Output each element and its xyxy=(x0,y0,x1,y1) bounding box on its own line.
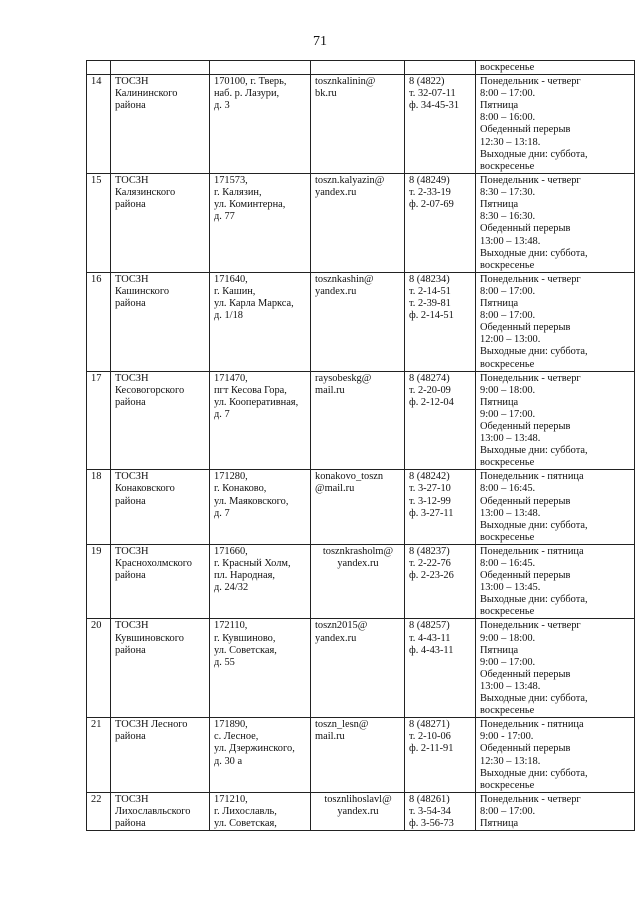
schedule-line: Понедельник - четверг xyxy=(480,76,581,88)
organization-line: Калининского xyxy=(115,88,178,100)
num-cell xyxy=(87,61,111,75)
row-number-cell xyxy=(87,718,111,793)
phone-line: т. 2-39-81 xyxy=(409,298,451,310)
schedule-line: воскресенье xyxy=(480,457,535,469)
email-line: yandex.ru xyxy=(337,558,379,569)
email-cell xyxy=(311,792,405,830)
email-cell xyxy=(311,470,405,545)
email-line: raysobeskg@ xyxy=(315,372,372,384)
phone-line: ф. 2-14-51 xyxy=(409,310,454,322)
email-line: tosznlihoslavl@ xyxy=(324,793,392,805)
phone-line: 8 (48257) xyxy=(409,620,450,632)
organization-cell xyxy=(111,544,210,619)
address-line: д. 30 а xyxy=(214,755,243,767)
schedule-line: 8:00 – 16:45. xyxy=(480,483,536,495)
schedule-line: воскресенье xyxy=(480,358,535,370)
phone-line: ф. 2-23-26 xyxy=(409,570,454,582)
phone-line: ф. 34-45-31 xyxy=(409,100,460,112)
phone-line: т. 2-22-76 xyxy=(409,558,451,569)
email-cell xyxy=(311,174,405,273)
address-line: ул. Карла Маркса, xyxy=(214,298,294,310)
schedule-line: Выходные дни: суббота, xyxy=(480,247,588,259)
schedule-line: Обеденный перерыв xyxy=(480,420,571,432)
address-line: ул. Советская, xyxy=(214,817,277,829)
address-line: г. Лихославль, xyxy=(214,805,277,817)
table-row xyxy=(87,75,635,174)
schedule-line: 12:00 – 13:00. xyxy=(480,334,541,346)
organization-line: ТОСЗН xyxy=(115,175,149,187)
phone-cell xyxy=(405,792,476,830)
schedule-line: 8:30 – 17:30. xyxy=(480,187,536,199)
address-line: ул. Советская, xyxy=(214,644,277,656)
address-line: 171660, xyxy=(214,545,248,557)
email-cell xyxy=(311,75,405,174)
email-line: toszn2015@ xyxy=(315,620,368,632)
phone-line: 8 (48261) xyxy=(409,793,450,805)
email-cell xyxy=(311,619,405,718)
schedule-cell xyxy=(476,718,635,793)
schedule-line: 8:00 – 17:00. xyxy=(480,88,536,100)
phone-cell xyxy=(405,272,476,371)
schedule-line: Выходные дни: суббота, xyxy=(480,148,588,160)
schedule-line: Пятница xyxy=(480,100,519,112)
organization-line: района xyxy=(115,298,146,310)
phone-line: т. 2-20-09 xyxy=(409,384,451,396)
address-line: ул. Коминтерна, xyxy=(214,199,286,211)
organization-cell xyxy=(111,718,210,793)
phone-cell xyxy=(405,174,476,273)
address-line: д. 24/32 xyxy=(214,582,249,594)
email-cell xyxy=(311,272,405,371)
organization-line: Калязинского xyxy=(115,187,176,199)
row-number: 15 xyxy=(91,175,102,187)
address-line: ул. Кооперативная, xyxy=(214,396,299,408)
phone-cell xyxy=(405,544,476,619)
row-number: 18 xyxy=(91,471,102,483)
address-cell xyxy=(210,470,311,545)
address-line: д. 1/18 xyxy=(214,310,243,322)
address-line: д. 7 xyxy=(214,408,230,420)
table-row xyxy=(87,619,635,718)
address-line: 171890, xyxy=(214,719,248,731)
schedule-cell xyxy=(476,792,635,830)
email-line: mail.ru xyxy=(315,384,345,396)
schedule-line: Понедельник - четверг xyxy=(480,620,581,632)
table-row xyxy=(87,544,635,619)
schedule-line: 8:00 – 17:00. xyxy=(480,805,536,817)
address-cell xyxy=(210,371,311,470)
email-line: tosznkrasholm@ xyxy=(322,545,394,557)
phone-line: т. 2-14-51 xyxy=(409,285,451,297)
address-line: г. Кашин, xyxy=(214,285,256,297)
address-line: 171280, xyxy=(214,471,248,483)
phone-line: т. 3-27-10 xyxy=(409,483,451,495)
schedule-line: 9:00 – 18:00. xyxy=(480,632,536,644)
phone-line: т. 32-07-11 xyxy=(409,88,456,100)
page-number: 71 xyxy=(313,34,327,49)
table-row xyxy=(87,792,635,830)
email-cell xyxy=(311,371,405,470)
schedule-line: Обеденный перерыв xyxy=(480,223,571,235)
organization-line: района xyxy=(115,644,146,656)
phone-line: 8 (48274) xyxy=(409,372,450,384)
schedule-line: Пятница xyxy=(480,396,519,408)
phone-cell xyxy=(405,61,476,75)
address-line: г. Калязин, xyxy=(214,187,262,199)
row-number-cell xyxy=(87,619,111,718)
email-line: tosznkalinin@ xyxy=(315,76,376,88)
address-line: пл. Народная, xyxy=(214,570,275,582)
organization-line: Конаковского xyxy=(115,483,175,495)
address-line: д. 7 xyxy=(214,507,230,519)
schedule-line: 8:30 – 16:30. xyxy=(480,211,536,223)
schedule-line: Понедельник - пятница xyxy=(480,545,584,557)
organization-line: ТОСЗН xyxy=(115,76,149,88)
schedule-cell xyxy=(476,272,635,371)
schedule-line: Пятница xyxy=(480,199,519,211)
schedule-line: воскресенье xyxy=(480,705,535,717)
address-cell xyxy=(210,792,311,830)
schedule-line: воскресенье xyxy=(480,606,535,618)
address-line: 171573, xyxy=(214,175,248,187)
address-line: д. 3 xyxy=(214,100,230,112)
email-cell xyxy=(311,718,405,793)
schedule-line: воскресенье xyxy=(480,779,535,791)
schedule-line: Понедельник - пятница xyxy=(480,719,584,731)
email-cell xyxy=(311,61,405,75)
row-number: 16 xyxy=(91,273,102,285)
organization-cell xyxy=(111,792,210,830)
email-cell xyxy=(311,544,405,619)
organization-line: Кашинского xyxy=(115,285,170,297)
phone-line: т. 3-12-99 xyxy=(409,495,451,507)
schedule-line: Обеденный перерыв xyxy=(480,570,571,582)
row-number: 21 xyxy=(91,719,102,731)
address-line: д. 77 xyxy=(214,211,235,223)
schedule-cell xyxy=(476,470,635,545)
phone-line: 8 (48242) xyxy=(409,471,450,483)
organization-line: ТОСЗН Лесного xyxy=(115,719,188,731)
address-line: 171470, xyxy=(214,372,248,384)
schedule-line: 13:00 – 13:48. xyxy=(480,433,541,445)
schedule-line: Выходные дни: суббота, xyxy=(480,693,588,705)
row-number: 20 xyxy=(91,620,102,632)
schedule-line: Понедельник - четверг xyxy=(480,793,581,805)
organization-cell xyxy=(111,272,210,371)
schedule-line: 8:00 – 16:45. xyxy=(480,558,536,569)
phone-line: ф. 2-11-91 xyxy=(409,743,454,755)
schedule-line: воскресенье xyxy=(480,62,535,73)
org-cell xyxy=(111,61,210,75)
email-line: bk.ru xyxy=(315,88,337,100)
schedule-line: Понедельник - пятница xyxy=(480,471,584,483)
organization-line: ТОСЗН xyxy=(115,793,149,805)
schedule-line: 9:00 - 17:00. xyxy=(480,731,534,743)
organization-line: Кесовогорского xyxy=(115,384,185,396)
organization-cell xyxy=(111,371,210,470)
organization-line: ТОСЗН xyxy=(115,273,149,285)
row-number-cell xyxy=(87,272,111,371)
phone-cell xyxy=(405,75,476,174)
organization-line: Лихославльского xyxy=(115,805,191,817)
email-line: yandex.ru xyxy=(315,285,357,297)
address-line: г. Конаково, xyxy=(214,483,267,495)
schedule-line: 9:00 – 17:00. xyxy=(480,656,536,668)
row-number: 22 xyxy=(91,793,102,805)
schedule-cell xyxy=(476,75,635,174)
row-number: 17 xyxy=(91,372,102,384)
address-cell xyxy=(210,61,311,75)
schedule-line: Обеденный перерыв xyxy=(480,124,571,136)
address-cell xyxy=(210,75,311,174)
continuation-row xyxy=(87,61,635,75)
table-row xyxy=(87,272,635,371)
address-cell xyxy=(210,718,311,793)
organization-line: района xyxy=(115,495,146,507)
email-line: yandex.ru xyxy=(315,187,357,199)
row-number-cell xyxy=(87,792,111,830)
schedule-line: 8:00 – 17:00. xyxy=(480,285,536,297)
schedule-line: Обеденный перерыв xyxy=(480,743,571,755)
schedule-line: воскресенье xyxy=(480,259,535,271)
phone-line: 8 (48237) xyxy=(409,545,450,557)
schedule-line: 12:30 – 13:18. xyxy=(480,755,541,767)
organization-line: ТОСЗН xyxy=(115,372,149,384)
organization-line: района xyxy=(115,817,146,829)
schedule-line: 13:00 – 13:48. xyxy=(480,507,541,519)
organization-cell xyxy=(111,470,210,545)
organization-line: ТОСЗН xyxy=(115,545,149,557)
organization-line: ТОСЗН xyxy=(115,620,149,632)
row-number-cell xyxy=(87,470,111,545)
phone-line: 8 (4822) xyxy=(409,76,445,88)
schedule-line: 9:00 – 18:00. xyxy=(480,384,536,396)
schedule-line: Выходные дни: суббота, xyxy=(480,346,588,358)
address-line: пгт Кесова Гора, xyxy=(214,384,287,396)
schedule-line: 8:00 – 17:00. xyxy=(480,310,536,322)
schedule-cell xyxy=(476,371,635,470)
phone-line: ф. 3-56-73 xyxy=(409,817,454,829)
phone-cell xyxy=(405,470,476,545)
phone-line: т. 4-43-11 xyxy=(409,632,451,644)
address-line: наб. р. Лазури, xyxy=(214,88,280,100)
address-line: с. Лесное, xyxy=(214,731,259,743)
schedule-line: 12:30 – 13:18. xyxy=(480,136,541,148)
email-line: toszn.kalyazin@ xyxy=(315,175,385,187)
organization-line: района xyxy=(115,100,146,112)
address-line: 170100, г. Тверь, xyxy=(214,76,287,88)
row-number-cell xyxy=(87,75,111,174)
address-line: г. Кувшиново, xyxy=(214,632,276,644)
organization-cell xyxy=(111,75,210,174)
phone-cell xyxy=(405,619,476,718)
phone-line: т. 3-54-34 xyxy=(409,805,451,817)
address-line: г. Красный Холм, xyxy=(214,558,291,569)
schedule-line: Понедельник - четверг xyxy=(480,175,581,187)
phone-line: 8 (48249) xyxy=(409,175,450,187)
row-number: 19 xyxy=(91,545,102,557)
phone-cell xyxy=(405,371,476,470)
schedule-cell xyxy=(476,544,635,619)
email-line: mail.ru xyxy=(315,731,345,743)
schedule-line: Обеденный перерыв xyxy=(480,668,571,680)
schedule-line: Пятница xyxy=(480,298,519,310)
schedule-cell xyxy=(476,61,635,75)
phone-line: 8 (48234) xyxy=(409,273,450,285)
organization-line: Кувшиновского xyxy=(115,632,184,644)
organization-line: ТОСЗН xyxy=(115,471,149,483)
phone-line: 8 (48271) xyxy=(409,719,450,731)
organization-line: района xyxy=(115,396,146,408)
schedule-line: Понедельник - четверг xyxy=(480,273,581,285)
schedule-line: 13:00 – 13:48. xyxy=(480,235,541,247)
table-row xyxy=(87,371,635,470)
address-line: ул. Дзержинского, xyxy=(214,743,295,755)
schedule-cell xyxy=(476,174,635,273)
schedule-line: Обеденный перерыв xyxy=(480,322,571,334)
email-line: konakovo_toszn xyxy=(315,471,384,483)
schedule-line: Выходные дни: суббота, xyxy=(480,445,588,457)
row-number-cell xyxy=(87,174,111,273)
phone-cell xyxy=(405,718,476,793)
email-line: yandex.ru xyxy=(315,632,357,644)
address-line: ул. Маяковского, xyxy=(214,495,289,507)
phone-line: ф. 3-27-11 xyxy=(409,507,454,519)
address-line: д. 55 xyxy=(214,656,235,668)
address-cell xyxy=(210,544,311,619)
schedule-line: Выходные дни: суббота, xyxy=(480,767,588,779)
table-row xyxy=(87,174,635,273)
organization-line: района xyxy=(115,570,146,582)
schedule-cell xyxy=(476,619,635,718)
phone-line: т. 2-10-06 xyxy=(409,731,451,743)
organization-line: Краснохолмского xyxy=(115,558,192,569)
address-line: 172110, xyxy=(214,620,248,632)
schedule-line: воскресенье xyxy=(480,531,535,543)
organization-cell xyxy=(111,619,210,718)
schedule-line: Обеденный перерыв xyxy=(480,495,571,507)
organization-line: района xyxy=(115,731,146,743)
schedule-line: Понедельник - четверг xyxy=(480,372,581,384)
email-line: tosznkashin@ xyxy=(315,273,374,285)
table-row xyxy=(87,470,635,545)
phone-line: ф. 4-43-11 xyxy=(409,644,454,656)
address-line: 171640, xyxy=(214,273,248,285)
row-number: 14 xyxy=(91,76,102,88)
email-line: @mail.ru xyxy=(315,483,355,495)
organization-line: района xyxy=(115,199,146,211)
schedule-line: Выходные дни: суббота, xyxy=(480,519,588,531)
phone-line: ф. 2-07-69 xyxy=(409,199,454,211)
table-row xyxy=(87,718,635,793)
address-line: 171210, xyxy=(214,793,248,805)
address-cell xyxy=(210,272,311,371)
address-cell xyxy=(210,174,311,273)
email-line: toszn_lesn@ xyxy=(315,719,369,731)
schedule-line: 8:00 – 16:00. xyxy=(480,112,536,124)
schedule-line: воскресенье xyxy=(480,160,535,172)
phone-line: ф. 2-12-04 xyxy=(409,396,454,408)
row-number-cell xyxy=(87,544,111,619)
phone-line: т. 2-33-19 xyxy=(409,187,451,199)
schedule-line: Пятница xyxy=(480,817,519,829)
schedule-line: 9:00 – 17:00. xyxy=(480,408,536,420)
schedule-line: 13:00 – 13:45. xyxy=(480,582,541,594)
address-cell xyxy=(210,619,311,718)
schedule-line: Пятница xyxy=(480,644,519,656)
email-line: yandex.ru xyxy=(337,805,379,817)
schedule-line: 13:00 – 13:48. xyxy=(480,680,541,692)
schedule-line: Выходные дни: суббота, xyxy=(480,594,588,606)
organization-cell xyxy=(111,174,210,273)
row-number-cell xyxy=(87,371,111,470)
registry-table xyxy=(86,60,635,831)
